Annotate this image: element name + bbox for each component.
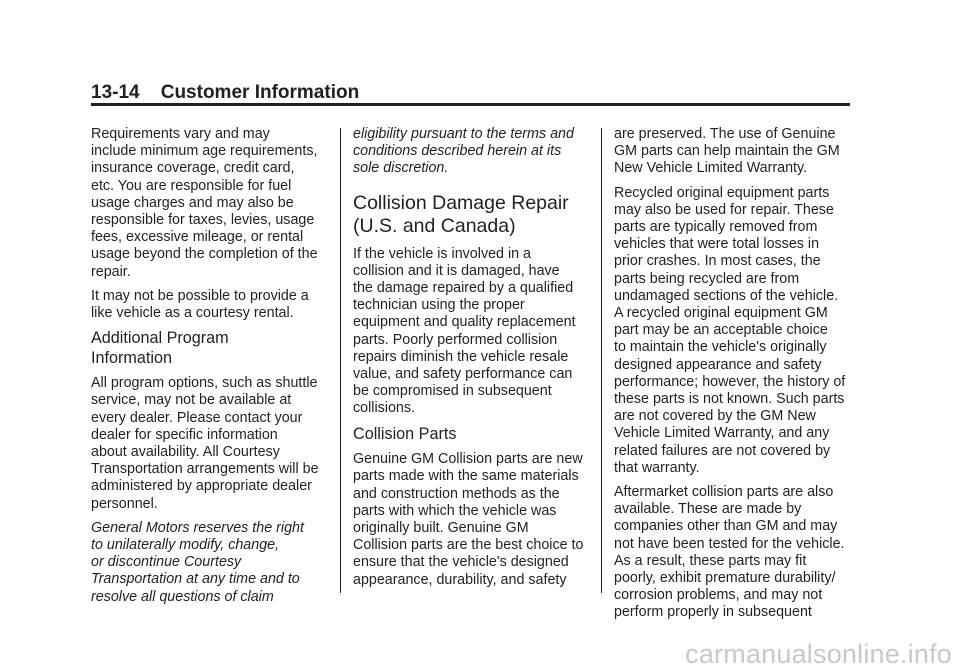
section-title: Customer Information bbox=[160, 82, 360, 103]
italic-paragraph: eligibility pursuant to the terms and conditions described herein at its sole discretion. bbox=[353, 126, 574, 177]
section-heading: Additional Program Information bbox=[91, 329, 229, 367]
paragraph: It may not be possible to provide a like vehicle as a courtesy rental. bbox=[91, 287, 309, 322]
main-heading: Collision Damage Repair (U.S. and Canada) bbox=[353, 191, 569, 237]
italic-paragraph: General Motors reserves the right to unilaterally modify, change, or discontinue Courtesy Transportation at any time and to resolve all questions of claim bbox=[91, 519, 304, 605]
paragraph: Aftermarket collision parts are also available. These are made by companies other than GM and may not have been tested for the vehicle. As a result, these parts may fit poorly, exhibit premature durability/ corrosion problems, and may not perform properly in subsequent bbox=[614, 484, 845, 621]
column-1 bbox=[91, 126, 329, 613]
header-rule bbox=[91, 103, 850, 106]
paragraph: All program options, such as shuttle service, may not be available at every dealer. Please contact your dealer for specific information about availability. All Courtesy Transportation arrangements will be administered by appropriate dealer personnel. bbox=[91, 375, 319, 512]
paragraph: are preserved. The use of Genuine GM parts can help maintain the GM New Vehicle Limited Warranty. bbox=[614, 126, 840, 177]
column-divider-2 bbox=[601, 128, 602, 593]
column-3 bbox=[614, 126, 856, 629]
watermark[interactable]: carmanualsonline.info bbox=[685, 639, 952, 669]
paragraph: Requirements vary and may include minimum age requirements, insurance coverage, credit card, etc. You are responsible for fuel usage charges and may also be responsible for taxes, levies, usage fees, excessive mileage, or rental usage beyond the completion of the repair. bbox=[91, 126, 318, 280]
column-divider-1 bbox=[340, 128, 341, 593]
paragraph: If the vehicle is involved in a collision and it is damaged, have the damage repaired by a qualified technician using the proper equipment and quality replacement parts. Poorly performed collision repairs diminish the vehicle resale value, and safety performance can be compromised in subsequent collisions. bbox=[353, 245, 576, 417]
paragraph: Genuine GM Collision parts are new parts made with the same materials and construction methods as the parts with which the vehicle was originally built. Genuine GM Collision parts are the best choice to ensure that the vehicle's designed appearance, durability, and safety bbox=[353, 451, 584, 588]
sub-heading: Collision Parts bbox=[353, 424, 457, 443]
column-2 bbox=[353, 126, 593, 596]
paragraph: Recycled original equipment parts may also be used for repair. These parts are typically removed from vehicles that were total losses in prior crashes. In most cases, the parts being recycled are from undamaged sections of the vehicle. A recycled original equipment GM part may be an acceptable choice to maintain the vehicle's originally designed appearance and safety performance; however, the history of these parts is not known. Such parts are not covered by the GM New Vehicle Limited Warranty, and any related failures are not covered by that warranty. bbox=[614, 184, 846, 476]
page-number: 13-14 bbox=[91, 82, 140, 103]
